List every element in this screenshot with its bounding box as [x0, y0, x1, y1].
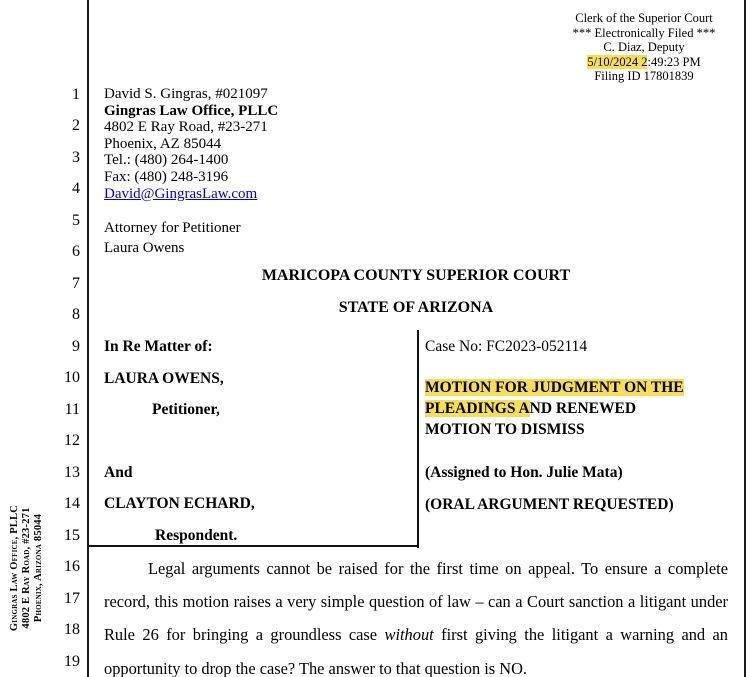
- motion-title-highlight-line1: MOTION FOR JUDGMENT ON THE: [425, 379, 684, 396]
- attorney-phone: Tel.: (480) 264-1400: [104, 152, 229, 169]
- oral-argument-note: (ORAL ARGUMENT REQUESTED): [425, 496, 674, 513]
- body-text-after-italic: first giving the litigant a warning and an opportunity to drop the case? The answer to that question is NO.: [104, 625, 729, 677]
- attorney-email-link[interactable]: David@GingrasLaw.com: [104, 185, 258, 202]
- attorney-role-block: [104, 219, 241, 258]
- line-number: 12: [64, 432, 80, 449]
- caption-box-bottom-border: [89, 545, 419, 547]
- stamp-clerk-line: Clerk of the Superior Court: [575, 11, 713, 25]
- line-number: 10: [64, 369, 80, 386]
- court-state-heading: STATE OF ARIZONA: [338, 299, 494, 316]
- line-number: 14: [64, 495, 80, 512]
- caption-in-re: In Re Matter of:: [104, 338, 213, 355]
- line-number: 15: [64, 526, 80, 544]
- attorney-role-line1: Attorney for Petitioner: [104, 220, 241, 236]
- left-margin-rule: [87, 0, 89, 677]
- caption-and: And: [104, 464, 133, 481]
- line-number: 16: [64, 558, 80, 575]
- case-number: Case No: FC2023-052114: [425, 338, 588, 355]
- attorney-address-street: 4802 E Ray Road, #23-271: [104, 119, 268, 136]
- assigned-judge: (Assigned to Hon. Julie Mata): [425, 464, 623, 481]
- stamp-date-highlight: 5/10/2024 2: [587, 54, 648, 69]
- caption-respondent-label: Respondent.: [155, 527, 238, 544]
- line-number: 2: [72, 117, 80, 134]
- attorney-address-city: Phoenix, AZ 85044: [104, 135, 222, 152]
- firm-sidebar: [9, 488, 47, 648]
- attorney-block: [104, 86, 278, 202]
- line-number: 19: [64, 652, 80, 670]
- body-text-italic: without: [384, 625, 434, 645]
- stamp-deputy-line: C. Diaz, Deputy: [603, 40, 685, 55]
- caption-petitioner-name: LAURA OWENS,: [104, 370, 224, 387]
- line-number: 18: [64, 621, 80, 638]
- line-number: 1: [72, 85, 80, 103]
- body-paragraph: [104, 552, 728, 677]
- line-number: 8: [72, 306, 80, 323]
- attorney-name: David S. Gingras, #021097: [104, 86, 268, 102]
- body-text-before-italic: Legal arguments cannot be raised for the first time on appeal. To ensure a complete record, this motion raises a very simple question of law – can a Court sanction a litigant under Rule 26 for bringing a groundless case: [104, 559, 728, 645]
- motion-title-highlight-line2: PLEADINGS A: [425, 400, 530, 417]
- line-number: 17: [64, 589, 80, 607]
- line-number: 9: [72, 337, 80, 355]
- motion-title-rest-line2: ND RENEWED: [529, 400, 637, 417]
- line-number: 6: [72, 243, 80, 260]
- attorney-firm: Gingras Law Office, PLLC: [104, 102, 279, 119]
- court-name-heading: MARICOPA COUNTY SUPERIOR COURT: [261, 267, 571, 284]
- efiling-stamp: [534, 11, 748, 84]
- line-number: 3: [72, 148, 80, 166]
- line-number: 4: [72, 180, 80, 197]
- caption-respondent-name: CLAYTON ECHARD,: [104, 495, 255, 512]
- caption-box-divider: [417, 330, 419, 548]
- attorney-fax: Fax: (480) 248-3196: [104, 168, 229, 185]
- motion-title-line3: MOTION TO DISMISS: [425, 421, 585, 438]
- stamp-efiled-line: *** Electronically Filed ***: [572, 25, 716, 40]
- right-margin-rule: [744, 0, 746, 677]
- caption-petitioner-label: Petitioner,: [152, 401, 220, 418]
- firm-sidebar-line2: 4802 E Ray Road, #23-271: [21, 507, 32, 629]
- stamp-time: :49:23 PM: [647, 54, 701, 69]
- motion-title: [425, 377, 735, 440]
- line-number: 13: [64, 463, 80, 481]
- firm-sidebar-line1: Gingras Law Office, PLLC: [9, 504, 20, 632]
- line-number: 7: [72, 274, 80, 292]
- stamp-filing-id: Filing ID 17801839: [594, 69, 694, 84]
- firm-sidebar-text: [9, 488, 47, 648]
- line-number: 11: [64, 400, 80, 418]
- line-number: 5: [72, 211, 80, 229]
- stamp-datetime-line: [534, 55, 748, 70]
- firm-sidebar-line3: Phoenix, Arizona 85044: [33, 513, 44, 623]
- attorney-role-line2: Laura Owens: [104, 239, 185, 256]
